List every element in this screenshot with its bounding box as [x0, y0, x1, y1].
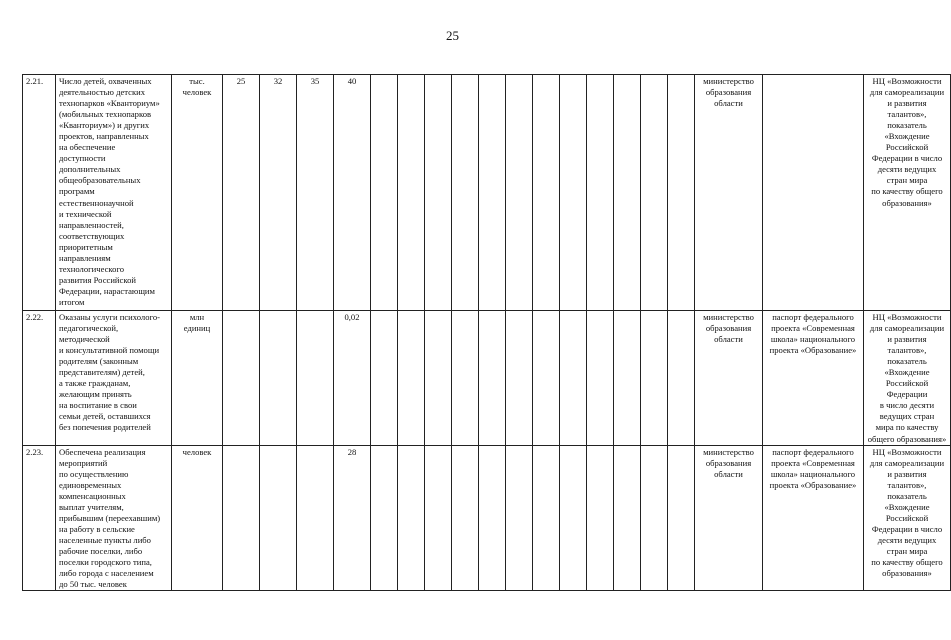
value-cell [260, 445, 297, 591]
row-number: 2.22. [23, 311, 56, 446]
value-cell [614, 445, 641, 591]
value-cell: 0,02 [334, 311, 371, 446]
value-cell [452, 445, 479, 591]
value-cell [668, 311, 695, 446]
value-cell [506, 445, 533, 591]
responsible-cell: министерство образования области [695, 445, 763, 591]
value-cell [533, 311, 560, 446]
value-cell [452, 75, 479, 311]
value-cell [371, 311, 398, 446]
unit-cell: млн единиц [172, 311, 223, 446]
value-cell [668, 445, 695, 591]
value-cell [398, 75, 425, 311]
value-cell [506, 75, 533, 311]
national-goal-cell: НЦ «Возможности для самореализации и развития талантов», показатель «Вхождение Российской Федерации в число десяти ведущих стран мира по качеству общего образования» [864, 445, 951, 591]
unit-cell: человек [172, 445, 223, 591]
value-cell [479, 445, 506, 591]
indicator-name: Обеспечена реализация мероприятий по осуществлению единовременных компенсационных выплат учителям, прибывшим (переехавшим) на работу в сельские населенные пункты либо рабочие поселки, либо поселки городского типа, либо города с населением до 50 тыс. человек [56, 445, 172, 591]
value-cell [479, 75, 506, 311]
indicator-name: Число детей, охваченных деятельностью детских технопарков «Кванториум» (мобильных технопарков «Кванториум») и других проектов, направленных на обеспечение доступности дополнительных общеобразовательных программ естественнонаучной и технической направленностей, соответствующих приоритетным направлениям технологического развития Российской Федерации, нарастающим итогом [56, 75, 172, 311]
value-cell [223, 311, 260, 446]
value-cell: 40 [334, 75, 371, 311]
unit-cell: тыс. человек [172, 75, 223, 311]
source-cell: паспорт федерального проекта «Современная школа» национального проекта «Образование» [763, 445, 864, 591]
value-cell: 25 [223, 75, 260, 311]
responsible-cell: министерство образования области [695, 75, 763, 311]
national-goal-cell: НЦ «Возможности для самореализации и развития талантов», показатель «Вхождение Российской Федерации в число десяти ведущих стран мира по качеству общего образования» [864, 311, 951, 446]
value-cell [425, 75, 452, 311]
value-cell [223, 445, 260, 591]
value-cell [371, 75, 398, 311]
value-cell [641, 311, 668, 446]
national-goal-cell: НЦ «Возможности для самореализации и развития талантов», показатель «Вхождение Российской Федерации в число десяти ведущих стран мира по качеству общего образования» [864, 75, 951, 311]
value-cell [614, 75, 641, 311]
page-number: 25 [446, 28, 459, 43]
value-cell [506, 311, 533, 446]
value-cell [641, 75, 668, 311]
value-cell [614, 311, 641, 446]
table-row [23, 75, 951, 311]
value-cell [587, 75, 614, 311]
value-cell: 32 [260, 75, 297, 311]
value-cell [587, 311, 614, 446]
value-cell [560, 445, 587, 591]
value-cell [560, 311, 587, 446]
value-cell [560, 75, 587, 311]
value-cell: 35 [297, 75, 334, 311]
row-number: 2.23. [23, 445, 56, 591]
responsible-cell: министерство образования области [695, 311, 763, 446]
value-cell [533, 75, 560, 311]
value-cell: 28 [334, 445, 371, 591]
table-row [23, 445, 951, 591]
indicators-table [22, 74, 951, 591]
value-cell [587, 445, 614, 591]
row-number: 2.21. [23, 75, 56, 311]
value-cell [641, 445, 668, 591]
table-row [23, 311, 951, 446]
value-cell [425, 445, 452, 591]
indicator-name: Оказаны услуги психолого- педагогической, методической и консультативной помощи родителям (законным представителям) детей, а также гражданам, желающим принять на воспитание в свои семьи детей, оставшихся без попечения родителей [56, 311, 172, 446]
source-cell: паспорт федерального проекта «Современная школа» национального проекта «Образование» [763, 311, 864, 446]
value-cell [297, 311, 334, 446]
value-cell [668, 75, 695, 311]
value-cell [260, 311, 297, 446]
value-cell [425, 311, 452, 446]
value-cell [452, 311, 479, 446]
value-cell [533, 445, 560, 591]
value-cell [398, 445, 425, 591]
value-cell [398, 311, 425, 446]
value-cell [297, 445, 334, 591]
value-cell [371, 445, 398, 591]
source-cell [763, 75, 864, 311]
value-cell [479, 311, 506, 446]
